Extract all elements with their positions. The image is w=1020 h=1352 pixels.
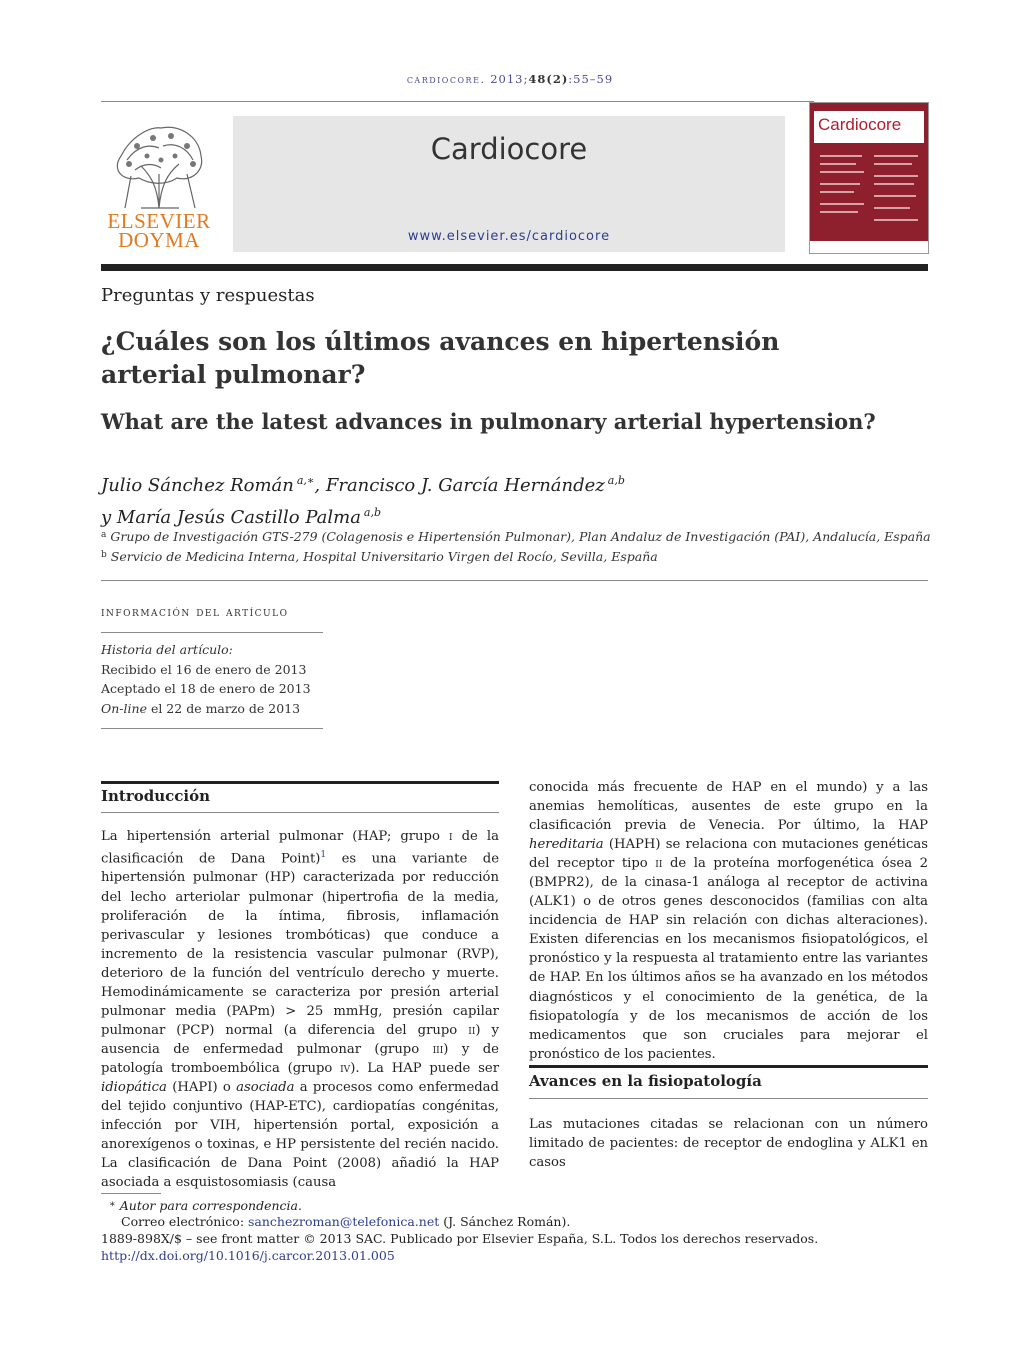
article-type: Preguntas y respuestas [101, 285, 315, 306]
divider [529, 1098, 928, 1099]
copyright-line: 1889-898X/$ – see front matter © 2013 SAC. Publicado por Elsevier España, S.L. Todos los derechos reservados. [101, 1231, 819, 1246]
section-rule [529, 1065, 928, 1068]
affiliation-a: $^a$ Grupo de Investigación GTS-279 (Colagenosis e Hipertensión Pulmonar), Plan Andaluz de Investigación (PAI), Andalucía, España [101, 529, 931, 544]
email-link[interactable]: sanchezroman@telefonica.net [248, 1214, 440, 1229]
publisher-wordmark [101, 209, 217, 252]
author-list: Julio Sánchez Román $^{a,∗}$, Francisco J. García Hernández $^{a,b}$ y María Jesús Castillo Palma $^{a,b}$ [101, 474, 625, 528]
logo-line-2: DOYMA [118, 228, 200, 252]
header-rule [101, 101, 814, 102]
journal-cover-thumbnail [809, 102, 929, 254]
journal-url[interactable]: www.elsevier.es/cardiocore [407, 229, 611, 244]
divider [101, 580, 928, 581]
body-text-right-column [529, 778, 928, 1064]
section-rule [101, 781, 499, 784]
doi-line [101, 1248, 395, 1263]
logo-line-1: ELSEVIER [107, 209, 211, 233]
doi-link[interactable]: http://dx.doi.org/10.1016/j.carcor.2013.01.005 [101, 1248, 395, 1263]
cover-title: Cardiocore [818, 115, 902, 134]
footnote-email: Correo electrónico: sanchezroman@telefonica.net (J. Sánchez Román). [121, 1214, 571, 1229]
section-heading-introduccion: Introducción [101, 787, 211, 805]
article-title-english: What are the latest advances in pulmonary arterial hypertension? [101, 409, 876, 434]
author-affiliation-mark[interactable]: a,b [607, 474, 625, 487]
citation-journal: cardiocore. [406, 72, 486, 86]
author-affiliation-mark[interactable]: a,∗ [296, 474, 315, 487]
history-label: Historia del artículo: [101, 642, 233, 657]
body-text-right-column-2 [529, 1115, 928, 1172]
author-name[interactable]: y María Jesús Castillo Palma [101, 507, 361, 528]
history-accepted: Aceptado el 18 de enero de 2013 [101, 681, 311, 696]
divider [101, 812, 499, 813]
masthead-bar [101, 264, 928, 271]
paragraph: Las mutaciones citadas se relacionan con un número limitado de pacientes: de receptor de endoglina y ALK1 en casos [529, 1117, 928, 1171]
author-name[interactable]: Julio Sánchez Román [101, 475, 294, 496]
reference-link[interactable]: 1 [320, 850, 327, 861]
article-info-heading: información del artículo [101, 604, 289, 619]
divider [101, 728, 323, 729]
paragraph: conocida más frecuente de HAP en el mundo) y a las anemias hemolíticas, ausentes de este grupo en la clasificación previa de Venecia. Por último, la HAP hereditaria (HAPH) se relaciona con mutaciones genéticas del receptor tipo ii de la proteína morfogenética ósea 2 (BMPR2), de la cinasa-1 análoga al receptor de activina (ALK1) o de otros genes desconocidos (familias con alta incidencia de HAP sin relación con dichas alteraciones). Existen diferencias en los mecanismos fisiopatológicos, el pronóstico y la respuesta al tratamiento entre las variantes de HAP. En los últimos años se ha avanzado en los métodos diagnósticos y el conocimiento de la genética, de la fisiopatología y de los mecanismos de acción de los medicamentos que son cruciales para mejorar el pronóstico de los pacientes. [529, 780, 928, 1062]
affiliation-b: $^b$ Servicio de Medicina Interna, Hospital Universitario Virgen del Rocío, Sevilla, España [101, 549, 658, 564]
history-online: On-line el 22 de marzo de 2013 [101, 700, 301, 716]
journal-citation [0, 72, 1020, 86]
article-history [101, 640, 311, 718]
article-title-spanish: ¿Cuáles son los últimos avances en hipertensión arterial pulmonar? [101, 327, 780, 389]
citation-pages: :55–59 [568, 72, 614, 86]
citation-volume: 48(2) [528, 72, 569, 86]
journal-title: Cardiocore [430, 132, 588, 166]
paragraph: La hipertensión arterial pulmonar (HAP; grupo i de la clasificación de Dana Point)$^1$ es una variante de hipertensión pulmonar (HP) caracterizada por reducción del lecho arteriolar pulmonar (hipertrofia de la media, proliferación de la íntima, fibrosis, inflamación perivascular y lesiones trombóticas) que conduce a incremento de la resistencia vascular pulmonar (RVP), deterioro de la función del ventrículo derecho y muerte. Hemodinámicamente se caracteriza por presión arterial pulmonar media (PAPm) > 25 mmHg, presión capilar pulmonar (PCP) normal (a diferencia del grupo ii) y ausencia de enfermedad pulmonar (grupo iii) y de patología tromboembólica (grupo iv). La HAP puede ser idiopática (HAPI) o asociada a procesos como enfermedad del tejido conjuntivo (HAP-ETC), cardiopatías congénitas, infección por VIH, hipertensión portal, exposición a anorexígenos o toxinas, e HP persistente del recién nacido. La clasificación de Dana Point (2008) añadió la HAP asociada a esquistosomiasis (causa [101, 829, 500, 1191]
history-received: Recibido el 16 de enero de 2013 [101, 661, 307, 677]
footnote-corresponding: ∗ Autor para correspondencia. [109, 1198, 302, 1213]
author-affiliation-mark[interactable]: a,b [363, 506, 382, 519]
citation-year: 2013; [490, 72, 529, 86]
body-text-left-column [101, 827, 499, 1192]
journal-masthead [233, 116, 785, 252]
section-heading-fisiopatologia: Avances en la fisiopatología [529, 1072, 762, 1090]
author-name[interactable]: Francisco J. García Hernández [325, 475, 605, 496]
divider [101, 632, 323, 633]
footnote-rule [101, 1193, 161, 1194]
